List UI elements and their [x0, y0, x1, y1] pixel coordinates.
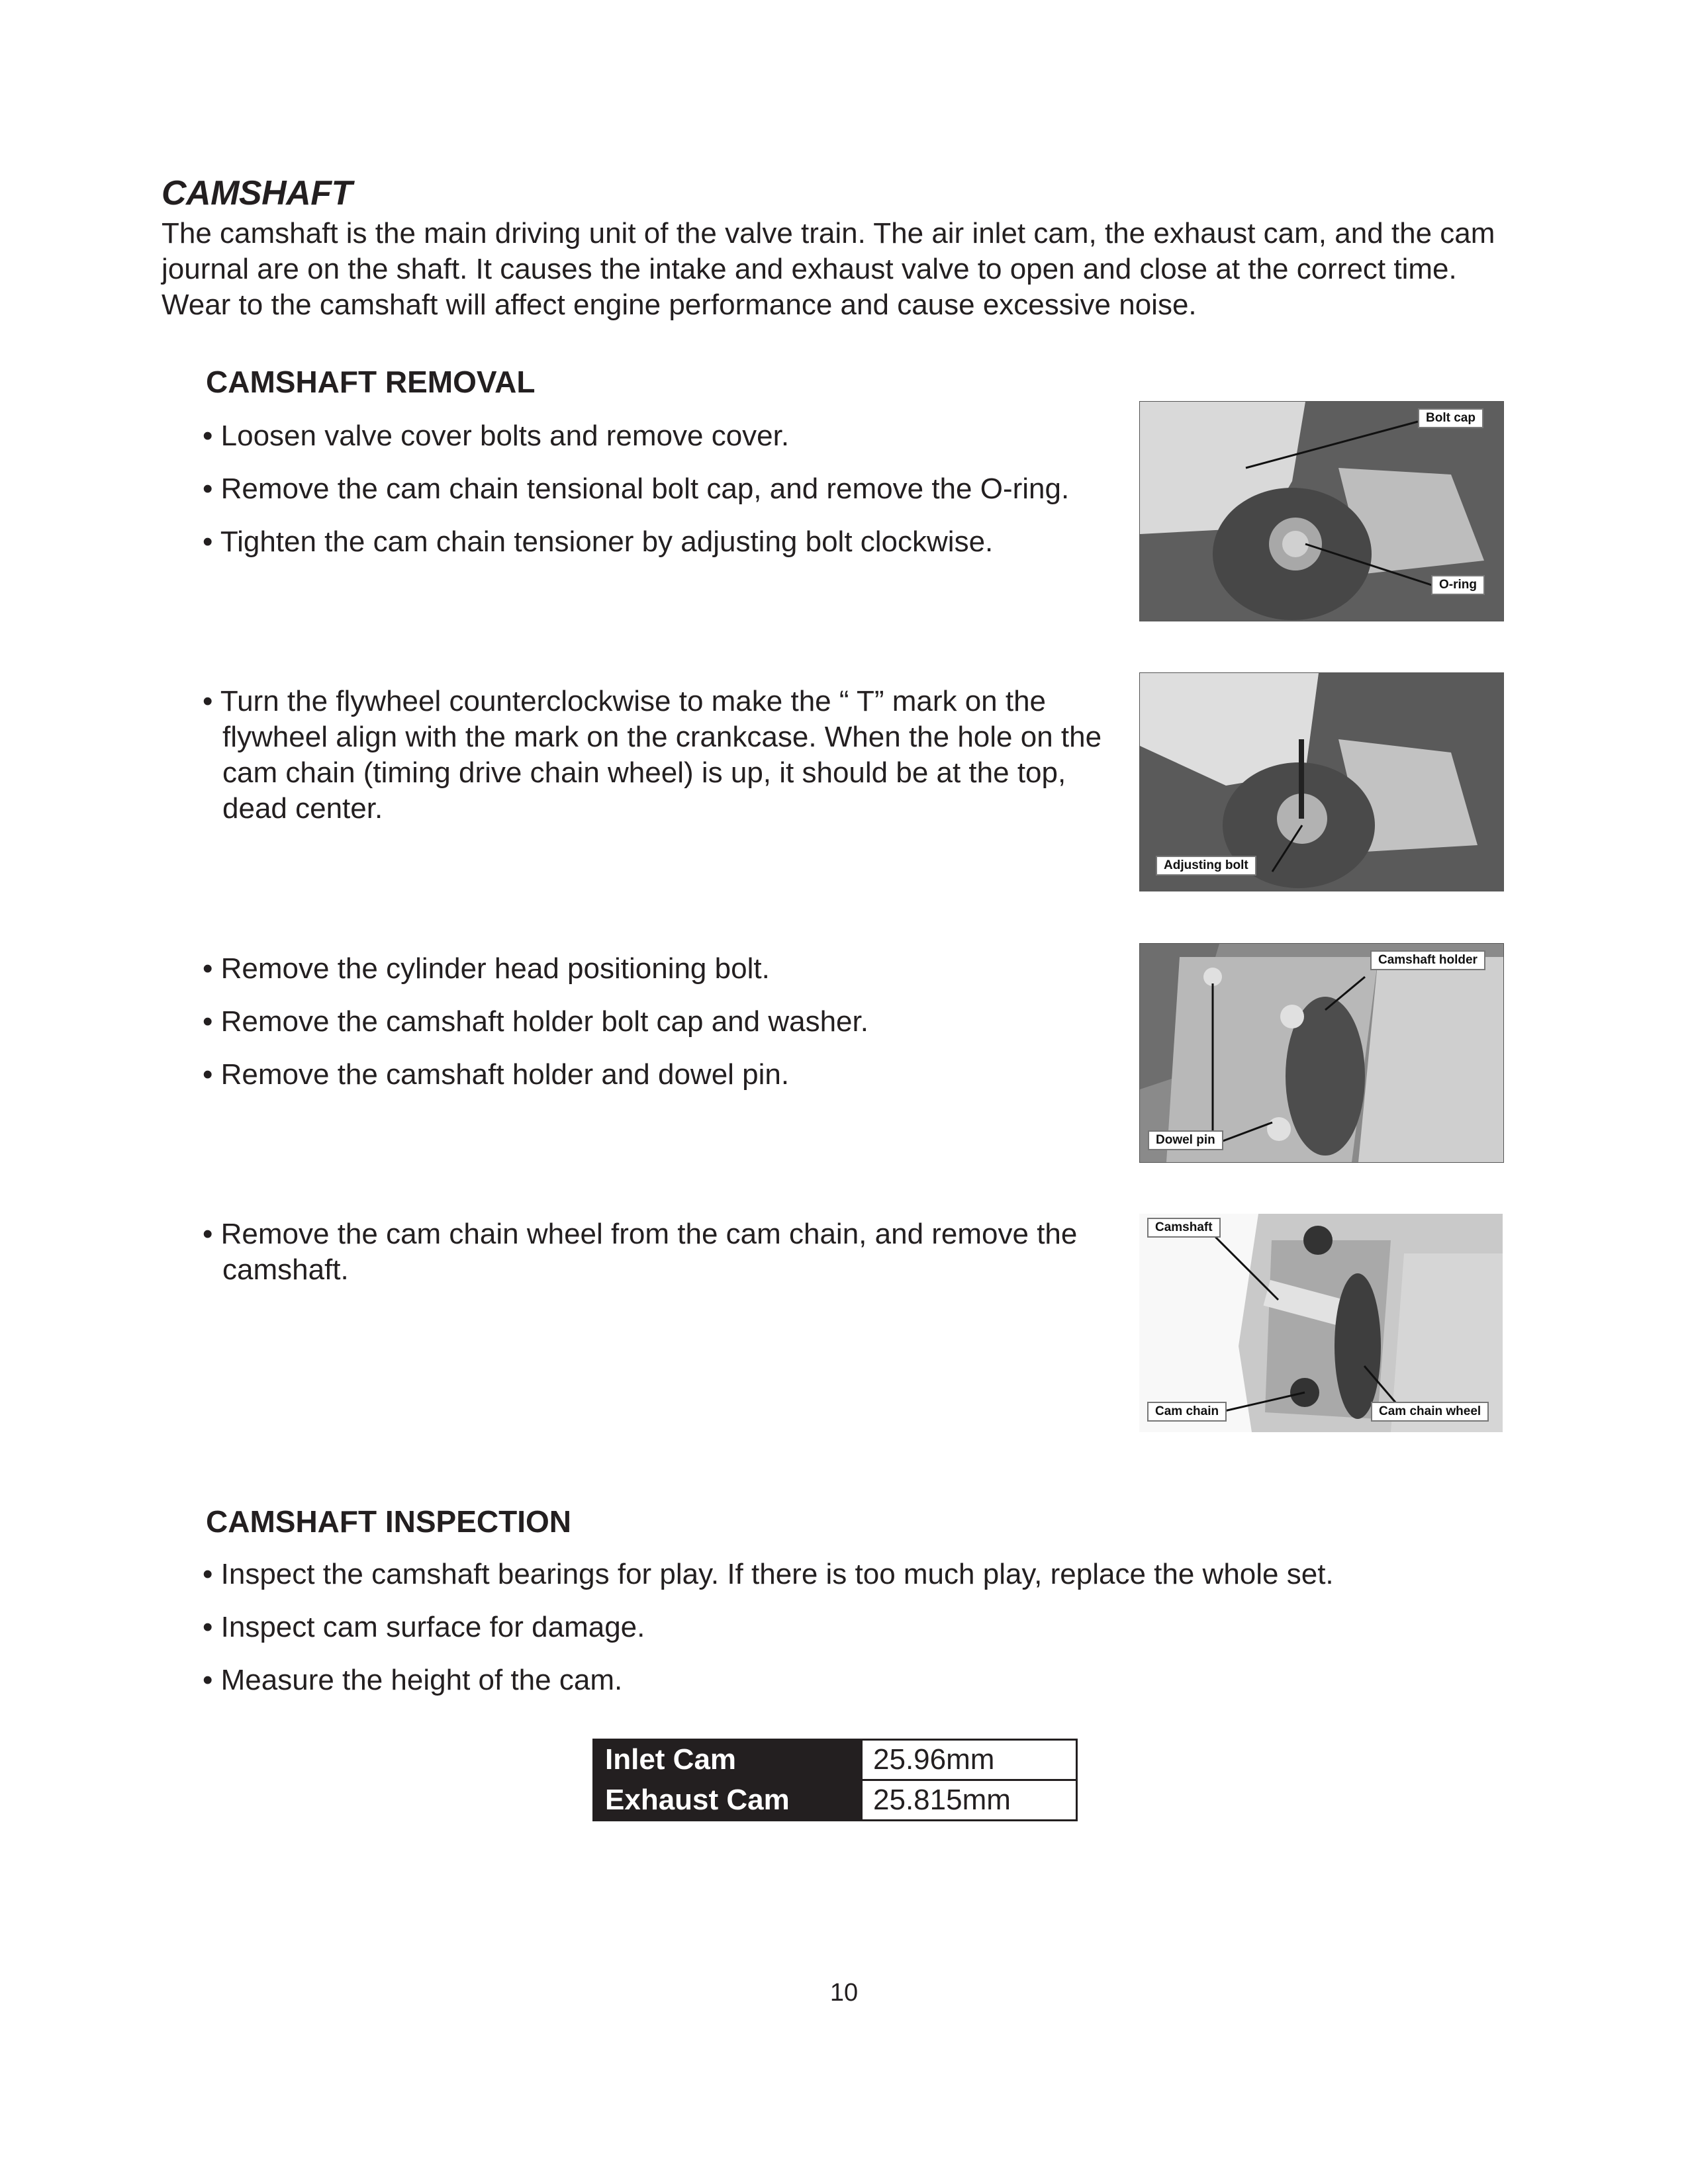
callout-label: Cam chain	[1147, 1402, 1227, 1422]
removal-step-3	[203, 951, 1129, 1093]
intro-line: journal are on the shaft. It causes the intake and exhaust valve to open and close at the correct time.	[162, 253, 1457, 285]
engine-photo-icon	[1140, 944, 1503, 1162]
bullet-item: • Remove the camshaft holder bolt cap and washer.	[203, 1005, 868, 1038]
callout-label: Dowel pin	[1148, 1130, 1223, 1150]
cam-height-spec-table	[592, 1739, 1078, 1821]
bullet-item: • Measure the height of the cam.	[203, 1664, 623, 1696]
bullet-item: • Remove the cam chain wheel from the cam chain, and remove the camshaft.	[203, 1218, 1078, 1286]
bullet-item: • Remove the camshaft holder and dowel pin.	[203, 1058, 790, 1091]
callout-label: Camshaft holder	[1370, 950, 1485, 970]
spec-label: Inlet Cam	[594, 1740, 862, 1780]
spec-value: 25.815mm	[862, 1780, 1077, 1821]
engine-photo-icon	[1139, 1214, 1503, 1432]
page-number: 10	[829, 1979, 859, 2007]
bullet-item: • Tighten the cam chain tensioner by adjusting bolt clockwise.	[203, 525, 994, 558]
bullet-item: • Inspect the camshaft bearings for play. If there is too much play, replace the whole set.	[203, 1558, 1334, 1590]
callout-label: Adjusting bolt	[1156, 856, 1256, 876]
table-row	[594, 1780, 1077, 1821]
removal-heading: CAMSHAFT REMOVAL	[206, 365, 536, 399]
spec-value: 25.96mm	[862, 1740, 1077, 1780]
figure-adjusting-bolt	[1139, 672, 1504, 891]
callout-label: Bolt cap	[1418, 408, 1483, 428]
section-title: CAMSHAFT	[162, 174, 352, 212]
removal-step-2	[203, 684, 1123, 827]
bullet-item: • Remove the cylinder head positioning bolt.	[203, 952, 770, 985]
bullet-item: • Turn the flywheel counterclockwise to make the “ T” mark on the flywheel align with the mark on the crankcase. When the hole on the cam chain (timing drive chain wheel) is up, it should be at the top, dead center.	[203, 685, 1102, 825]
callout-label: Cam chain wheel	[1371, 1402, 1489, 1422]
intro-paragraph	[162, 216, 1585, 323]
callout-label: O-ring	[1431, 575, 1485, 595]
table-row	[594, 1740, 1077, 1780]
removal-step-4	[203, 1216, 1129, 1288]
inspection-heading: CAMSHAFT INSPECTION	[206, 1504, 571, 1539]
bullet-item: • Loosen valve cover bolts and remove cover.	[203, 420, 790, 452]
figure-camshaft-holder	[1139, 943, 1504, 1163]
figure-camshaft-chain	[1139, 1214, 1503, 1432]
bullet-item: • Inspect cam surface for damage.	[203, 1611, 645, 1643]
intro-line: The camshaft is the main driving unit of the valve train. The air inlet cam, the exhaust cam, and the cam	[162, 217, 1495, 250]
intro-line: Wear to the camshaft will affect engine performance and cause excessive noise.	[162, 289, 1197, 321]
bullet-item: • Remove the cam chain tensional bolt cap, and remove the O-ring.	[203, 473, 1070, 505]
spec-label: Exhaust Cam	[594, 1780, 862, 1821]
figure-bolt-cap-oring	[1139, 401, 1504, 621]
callout-label: Camshaft	[1147, 1218, 1221, 1238]
inspection-list	[203, 1557, 1593, 1698]
removal-step-1	[203, 418, 1129, 560]
